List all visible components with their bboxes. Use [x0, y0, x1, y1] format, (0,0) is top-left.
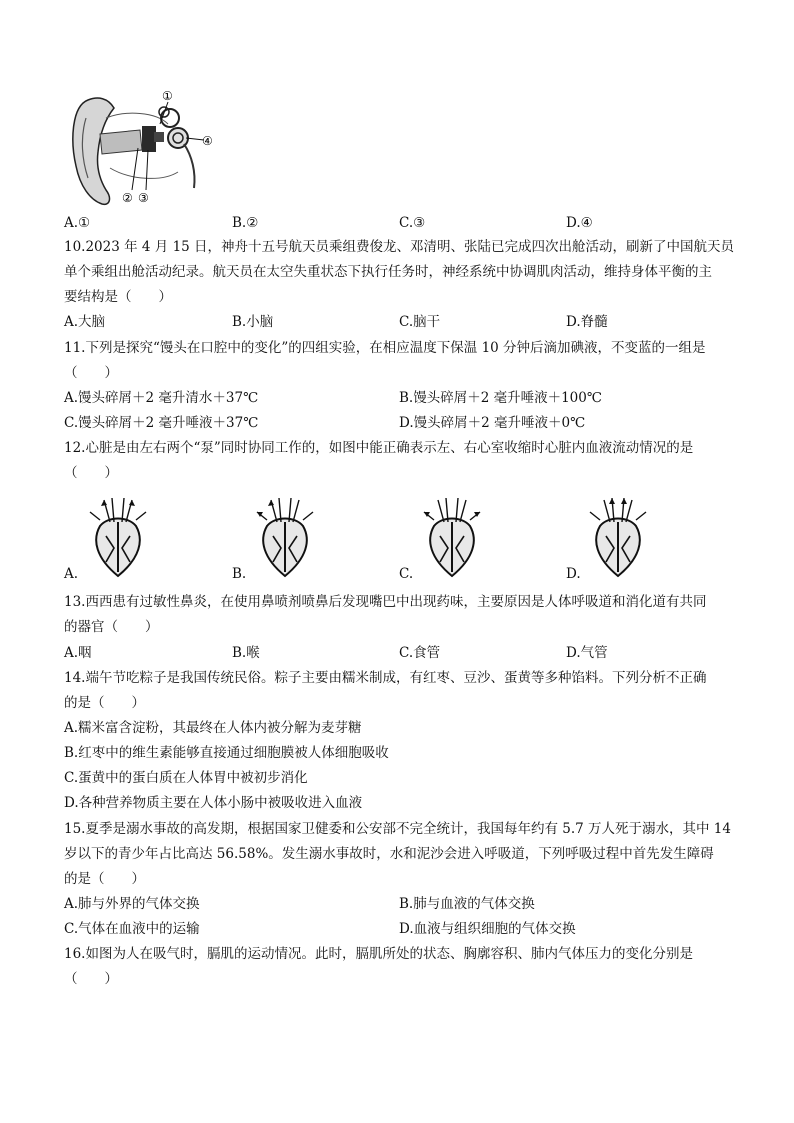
marker-2: ②	[122, 191, 133, 205]
q12-option-c[interactable]: C.	[399, 566, 414, 582]
heart-diagram-b	[253, 496, 317, 580]
q11-option-c[interactable]: C.馒头碎屑＋2 毫升唾液＋37℃	[64, 415, 259, 431]
q12-stem-line-2: （ ）	[64, 465, 118, 481]
q14-stem-line-2: 的是（ ）	[64, 695, 145, 711]
q14-option-b[interactable]: B.红枣中的维生素能够直接通过细胞膜被人体细胞吸收	[64, 745, 389, 761]
q10-stem-line-1: 10.2023 年 4 月 15 日，神舟十五号航天员乘组费俊龙、邓清明、张陆已完成四次出舱活动，刷新了中国航天员	[64, 239, 735, 255]
q12-option-d[interactable]: D.	[566, 566, 581, 582]
heart-diagram-c	[420, 496, 484, 580]
q11-option-b[interactable]: B.馒头碎屑＋2 毫升唾液＋100℃	[399, 390, 602, 406]
marker-4: ④	[202, 134, 213, 148]
q12-option-b[interactable]: B.	[232, 566, 247, 582]
q15-option-a[interactable]: A.肺与外界的气体交换	[64, 896, 200, 912]
q11-option-a[interactable]: A.馒头碎屑＋2 毫升清水＋37℃	[64, 390, 259, 406]
q15-stem-line-1: 15.夏季是溺水事故的高发期，根据国家卫健委和公安部不完全统计，我国每年约有 5.7 万人死于溺水，其中 14	[64, 821, 731, 837]
q9-option-b[interactable]: B.②	[232, 215, 259, 231]
q15-option-d[interactable]: D.血液与组织细胞的气体交换	[399, 921, 576, 937]
semicircular-canals-shape	[161, 109, 179, 127]
q13-option-c[interactable]: C.食管	[399, 645, 441, 661]
heart-diagram-a	[86, 496, 150, 580]
q15-option-b[interactable]: B.肺与血液的气体交换	[399, 896, 535, 912]
q10-option-a[interactable]: A.大脑	[64, 314, 106, 330]
q15-stem-line-3: 的是（ ）	[64, 871, 145, 887]
q10-stem-line-3: 要结构是（ ）	[64, 289, 172, 305]
q14-option-c[interactable]: C.蛋黄中的蛋白质在人体胃中被初步消化	[64, 770, 308, 786]
q12-option-a[interactable]: A.	[64, 566, 79, 582]
q15-stem-line-2: 岁以下的青少年占比高达 56.58%。发生溺水事故时，水和泥沙会进入呼吸道，下列呼吸过程中首先发生障碍	[64, 846, 714, 862]
q14-option-d[interactable]: D.各种营养物质主要在人体小肠中被吸收进入血液	[64, 795, 363, 811]
ear-canal-shape	[100, 130, 142, 154]
q13-option-a[interactable]: A.咽	[64, 645, 92, 661]
q9-option-d[interactable]: D.④	[566, 215, 593, 231]
q11-stem-line-2: （ ）	[64, 365, 118, 381]
q11-stem-line-1: 11.下列是探究“馒头在口腔中的变化”的四组实验，在相应温度下保温 10 分钟后滴加碘液，不变蓝的一组是	[64, 340, 706, 356]
heart-diagram-d	[586, 496, 650, 580]
q9-option-a[interactable]: A.①	[64, 215, 91, 231]
q11-option-d[interactable]: D.馒头碎屑＋2 毫升唾液＋0℃	[399, 415, 586, 431]
ear-structure-figure	[66, 88, 226, 208]
q13-option-b[interactable]: B.喉	[232, 645, 260, 661]
q16-stem-line-2: （ ）	[64, 971, 118, 987]
q16-stem-line-1: 16.如图为人在吸气时，膈肌的运动情况。此时，膈肌所处的状态、胸廓容积、肺内气体压力的变化分别是	[64, 946, 693, 962]
marker-1: ①	[162, 89, 173, 103]
q15-option-c[interactable]: C.气体在血液中的运输	[64, 921, 200, 937]
q12-stem-line-1: 12.心脏是由左右两个“泵”同时协同工作的，如图中能正确表示左、右心室收缩时心脏内血液流动情况的是	[64, 440, 694, 456]
q13-option-d[interactable]: D.气管	[566, 645, 608, 661]
ossicles-shape	[142, 126, 156, 152]
q10-stem-line-2: 单个乘组出舱活动纪录。航天员在太空失重状态下执行任务时，神经系统中协调肌肉活动，维持身体平衡的主	[64, 264, 712, 280]
q9-option-c[interactable]: C.③	[399, 215, 426, 231]
q14-stem-line-1: 14.端午节吃粽子是我国传统民俗。粽子主要由糯米制成，有红枣、豆沙、蛋黄等多种馅料。下列分析不正确	[64, 670, 707, 686]
q10-option-d[interactable]: D.脊髓	[566, 314, 608, 330]
q13-stem-line-2: 的器官（ ）	[64, 619, 159, 635]
q14-option-a[interactable]: A.糯米富含淀粉，其最终在人体内被分解为麦芽糖	[64, 720, 362, 736]
q10-option-b[interactable]: B.小脑	[232, 314, 274, 330]
q13-stem-line-1: 13.西西患有过敏性鼻炎，在使用鼻喷剂喷鼻后发现嘴巴中出现药味，主要原因是人体呼吸道和消化道有共同	[64, 594, 707, 610]
marker-3: ③	[138, 191, 149, 205]
q10-option-c[interactable]: C.脑干	[399, 314, 441, 330]
